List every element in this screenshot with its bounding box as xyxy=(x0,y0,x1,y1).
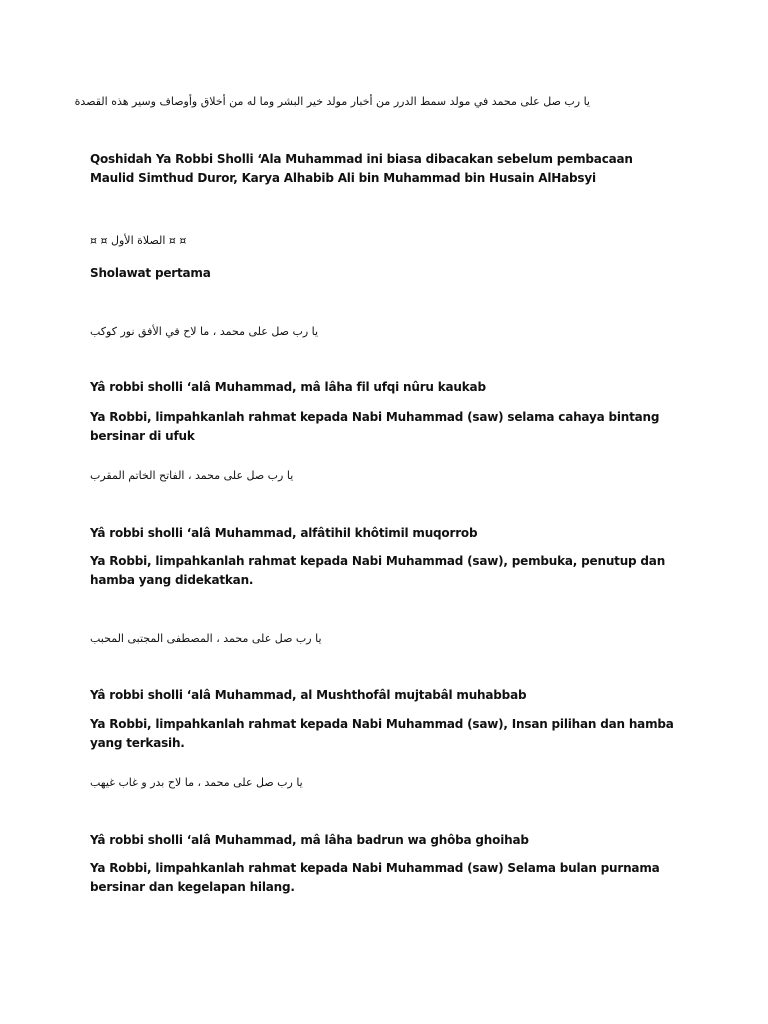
verse-3-arabic: يا رب صل على محمد ، المصطفى المجتبى المحبب xyxy=(90,632,322,645)
section-title: Sholawat pertama xyxy=(90,266,211,280)
verse-4-transliteration: Yâ robbi sholli ‘alâ Muhammad, mâ lâha badrun wa ghôba ghoihab xyxy=(90,833,529,847)
verse-4-translation: Ya Robbi, limpahkanlah rahmat kepada Nabi Muhammad (saw) Selama bulan purnama bersinar dan kegelapan hilang. xyxy=(90,861,660,894)
verse-1-transliteration: Yâ robbi sholli ‘alâ Muhammad, mâ lâha fil ufqi nûru kaukab xyxy=(90,380,486,394)
intro-paragraph: Qoshidah Ya Robbi Sholli ‘Ala Muhammad ini biasa dibacakan sebelum pembacaan Maulid Simthud Duror, Karya Alhabib Ali bin Muhammad bin Husain AlHabsyi xyxy=(90,152,633,185)
verse-1-translation: Ya Robbi, limpahkanlah rahmat kepada Nabi Muhammad (saw) selama cahaya bintang bersinar di ufuk xyxy=(90,410,660,443)
section-arabic-heading: ¤ ¤ الصلاة الأول ¤ ¤ xyxy=(90,234,187,247)
verse-3-transliteration: Yâ robbi sholli ‘alâ Muhammad, al Mushthofâl mujtabâl muhabbab xyxy=(90,688,527,702)
verse-4-arabic: يا رب صل على محمد ، ما لاح بدر و غاب غيهب xyxy=(90,776,303,789)
verse-2-transliteration: Yâ robbi sholli ‘alâ Muhammad, alfâtihil khôtimil muqorrob xyxy=(90,526,478,540)
verse-2-arabic: يا رب صل على محمد ، الفاتح الخاتم المقرب xyxy=(90,469,294,482)
verse-1-arabic: يا رب صل على محمد ، ما لاح في الأفق نور كوكب xyxy=(90,325,319,338)
verse-2-translation: Ya Robbi, limpahkanlah rahmat kepada Nabi Muhammad (saw), pembuka, penutup dan hamba yang didekatkan. xyxy=(90,554,666,587)
header-arabic-title: يا رب صل على محمد في مولد سمط الدرر من أخبار مولد خير البشر وما له من أخلاق وأوصاف وسير هذه القصدة xyxy=(74,95,590,108)
verse-3-translation: Ya Robbi, limpahkanlah rahmat kepada Nabi Muhammad (saw), Insan pilihan dan hamba yang terkasih. xyxy=(90,717,674,750)
